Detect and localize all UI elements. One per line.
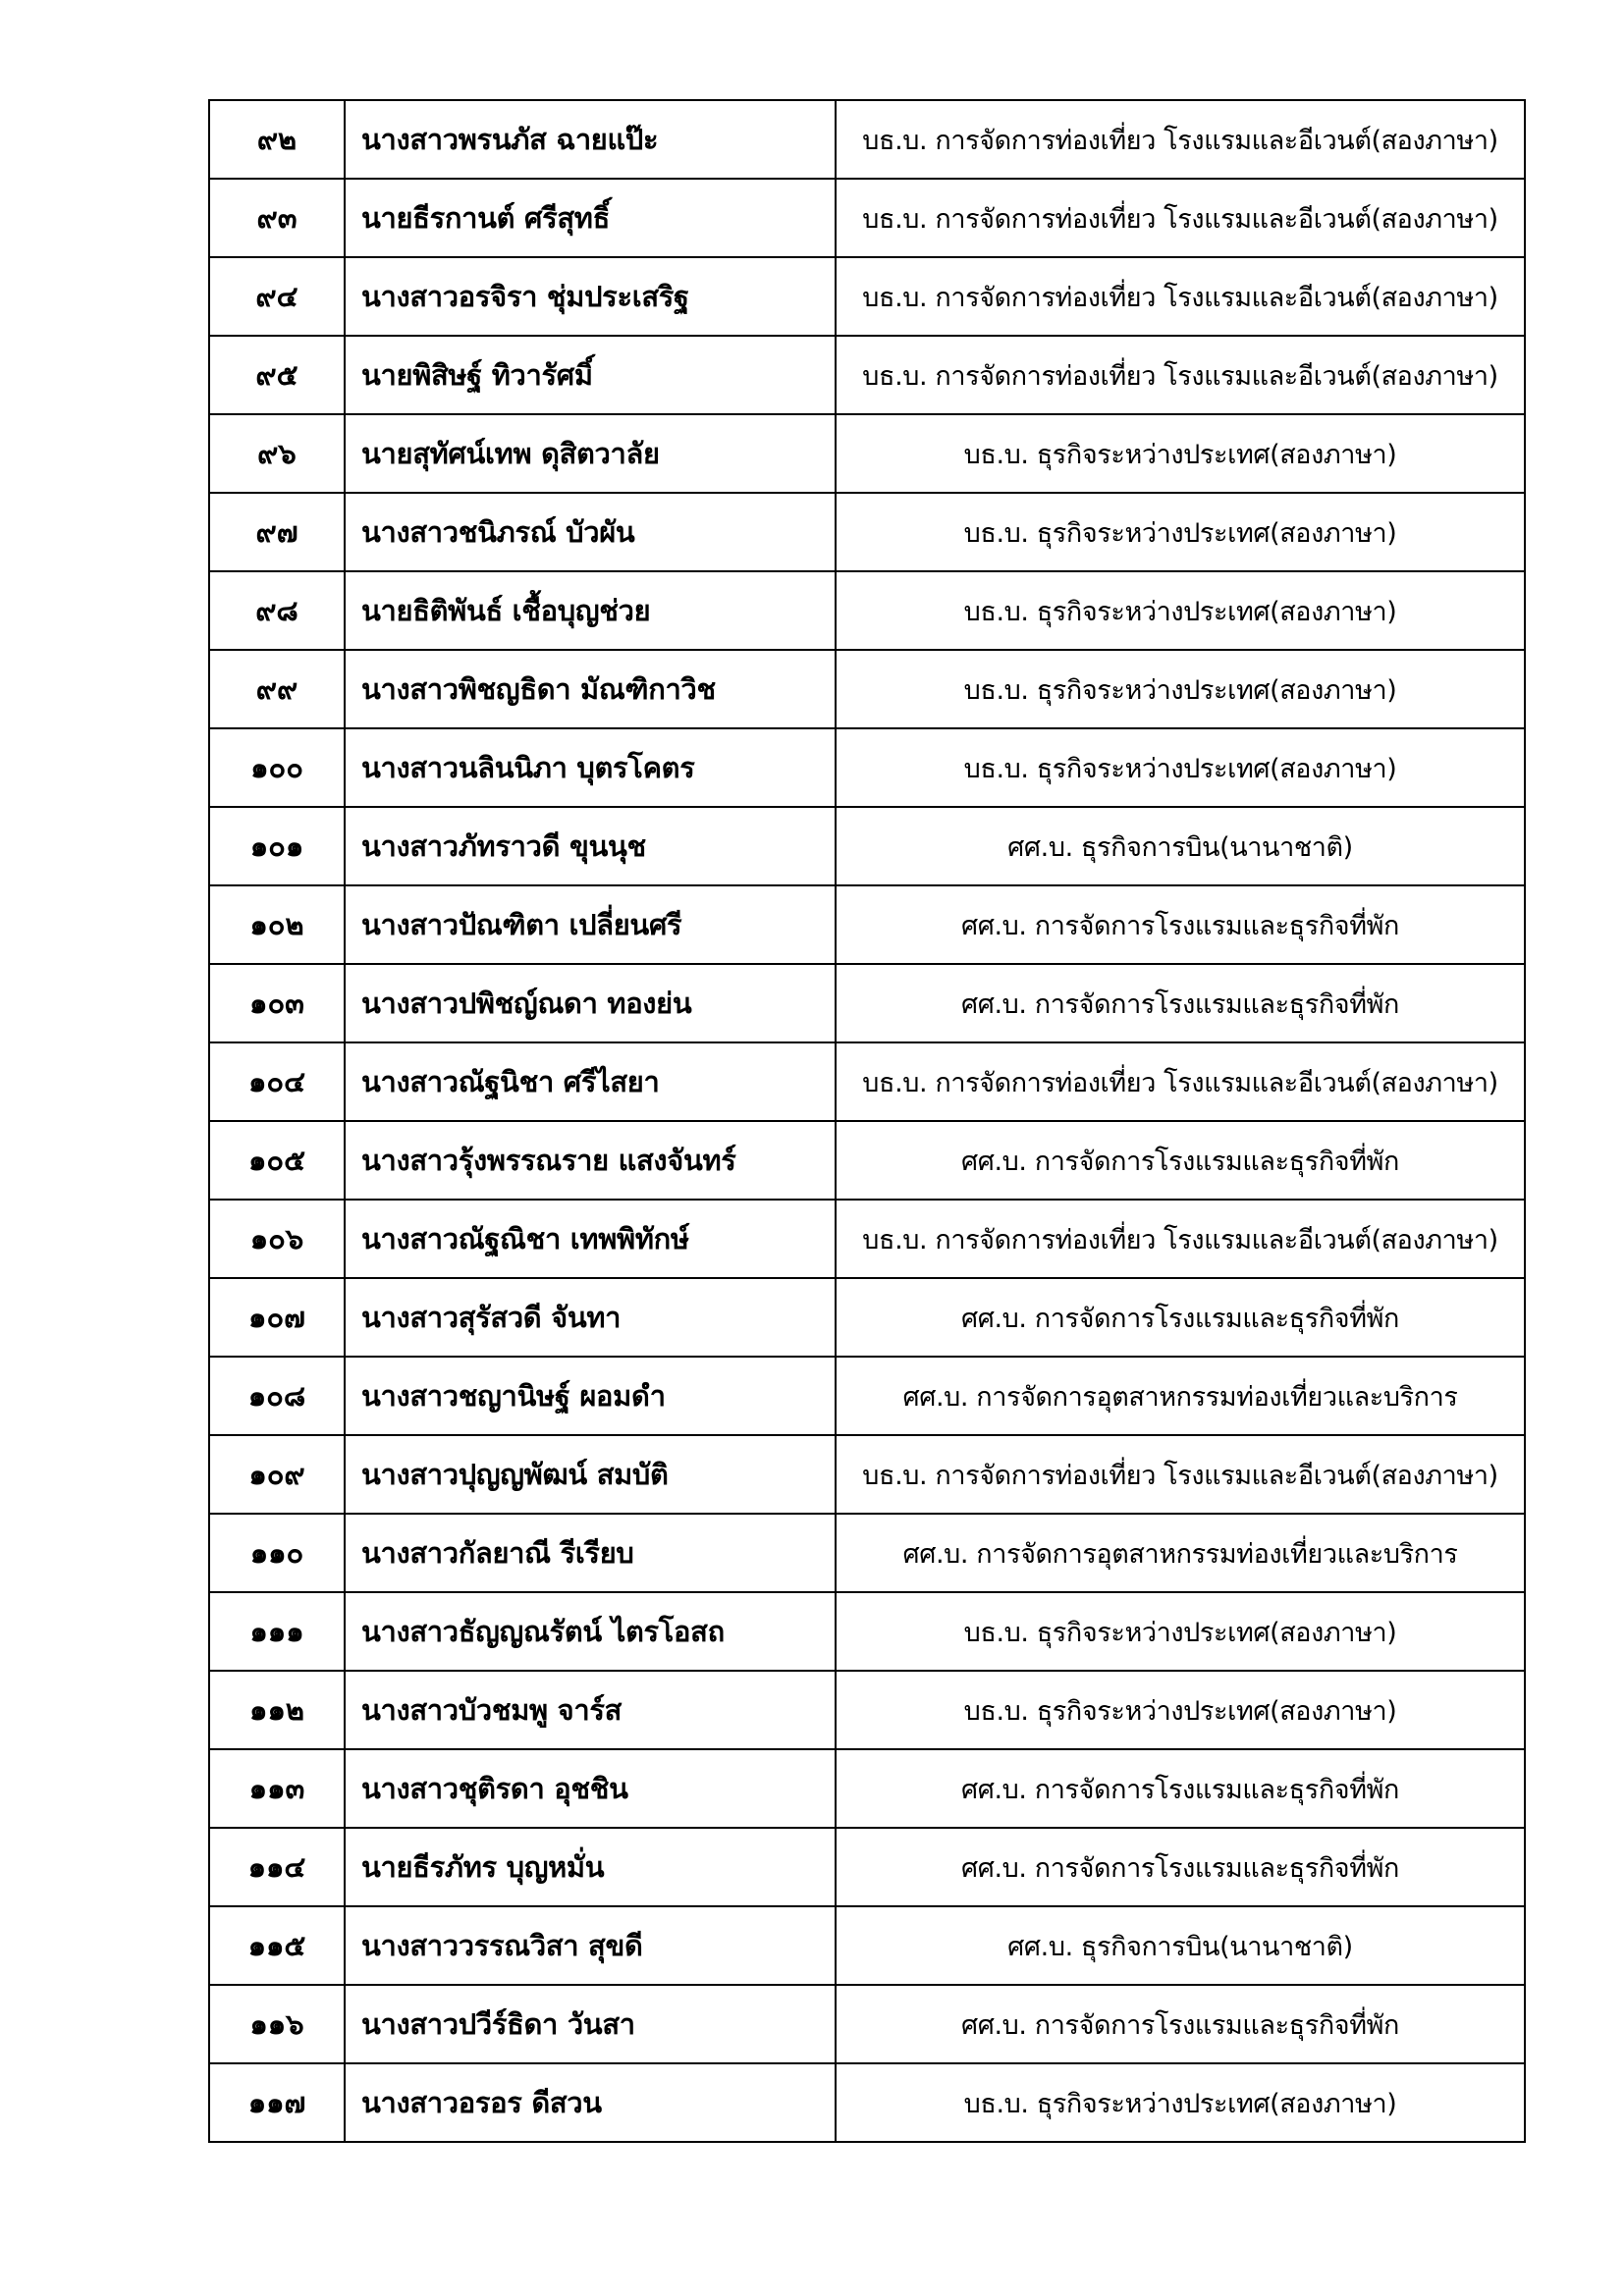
program-name: บธ.บ. การจัดการท่องเที่ยว โรงแรมและอีเวนต์(สองภาษา) [836,1042,1525,1121]
row-number: ๙๓ [209,179,345,257]
table-row [209,807,1525,885]
table-row [209,1121,1525,1200]
program-name: บธ.บ. การจัดการท่องเที่ยว โรงแรมและอีเวนต์(สองภาษา) [836,336,1525,414]
table-row [209,964,1525,1042]
program-name: ศศ.บ. การจัดการโรงแรมและธุรกิจที่พัก [836,1985,1525,2063]
table-row [209,414,1525,493]
table-row [209,1435,1525,1514]
student-name: นางสาวอรจิรา ชุ่มประเสริฐ [345,257,836,336]
row-number: ๑๑๗ [209,2063,345,2142]
row-number: ๑๐๔ [209,1042,345,1121]
program-name: บธ.บ. การจัดการท่องเที่ยว โรงแรมและอีเวนต์(สองภาษา) [836,1200,1525,1278]
student-name: นางสาวสุรัสวดี จันทา [345,1278,836,1357]
student-name: นางสาวปัณฑิตา เปลี่ยนศรี [345,885,836,964]
program-name: บธ.บ. ธุรกิจระหว่างประเทศ(สองภาษา) [836,414,1525,493]
row-number: ๑๐๙ [209,1435,345,1514]
table-row [209,1200,1525,1278]
row-number: ๑๐๕ [209,1121,345,1200]
row-number: ๑๑๖ [209,1985,345,2063]
program-name: ศศ.บ. ธุรกิจการบิน(นานาชาติ) [836,807,1525,885]
student-name: นางสาวณัฐณิชา เทพพิทักษ์ [345,1200,836,1278]
student-name: นายธีรภัทร บุญหมั่น [345,1828,836,1906]
row-number: ๑๑๐ [209,1514,345,1592]
program-name: บธ.บ. ธุรกิจระหว่างประเทศ(สองภาษา) [836,493,1525,571]
row-number: ๑๐๖ [209,1200,345,1278]
table-row [209,1906,1525,1985]
row-number: ๑๐๘ [209,1357,345,1435]
row-number: ๙๙ [209,650,345,728]
table-row [209,1749,1525,1828]
student-name: นายธิติพันธ์ เชื้อบุญช่วย [345,571,836,650]
table-row [209,650,1525,728]
table-row [209,1828,1525,1906]
program-name: ศศ.บ. การจัดการอุตสาหกรรมท่องเที่ยวและบริการ [836,1357,1525,1435]
table-row [209,179,1525,257]
row-number: ๙๔ [209,257,345,336]
program-name: บธ.บ. ธุรกิจระหว่างประเทศ(สองภาษา) [836,2063,1525,2142]
student-name: นางสาววรรณวิสา สุขดี [345,1906,836,1985]
student-name: นางสาวชญานิษฐ์ ผอมดำ [345,1357,836,1435]
program-name: ศศ.บ. การจัดการอุตสาหกรรมท่องเที่ยวและบริการ [836,1514,1525,1592]
program-name: ศศ.บ. การจัดการโรงแรมและธุรกิจที่พัก [836,1121,1525,1200]
program-name: ศศ.บ. การจัดการโรงแรมและธุรกิจที่พัก [836,1749,1525,1828]
student-name: นางสาวปวีร์ธิดา วันสา [345,1985,836,2063]
table-row [209,1514,1525,1592]
row-number: ๑๐๑ [209,807,345,885]
row-number: ๑๑๒ [209,1671,345,1749]
table-row [209,728,1525,807]
row-number: ๑๐๒ [209,885,345,964]
program-name: ศศ.บ. การจัดการโรงแรมและธุรกิจที่พัก [836,1828,1525,1906]
table-row [209,336,1525,414]
row-number: ๑๑๔ [209,1828,345,1906]
student-name: นายธีรกานต์ ศรีสุทธิ์ [345,179,836,257]
student-name: นางสาวปพิชญ์ณดา ทองย่น [345,964,836,1042]
row-number: ๙๕ [209,336,345,414]
row-number: ๑๐๐ [209,728,345,807]
table-row [209,1042,1525,1121]
program-name: บธ.บ. การจัดการท่องเที่ยว โรงแรมและอีเวนต์(สองภาษา) [836,179,1525,257]
program-name: ศศ.บ. การจัดการโรงแรมและธุรกิจที่พัก [836,885,1525,964]
table-row [209,1671,1525,1749]
program-name: บธ.บ. ธุรกิจระหว่างประเทศ(สองภาษา) [836,571,1525,650]
program-name: บธ.บ. การจัดการท่องเที่ยว โรงแรมและอีเวนต์(สองภาษา) [836,257,1525,336]
student-name: นายสุทัศน์เทพ ดุสิตวาลัย [345,414,836,493]
student-name: นางสาวนลินนิภา บุตรโคตร [345,728,836,807]
row-number: ๙๖ [209,414,345,493]
row-number: ๑๐๓ [209,964,345,1042]
table-row [209,571,1525,650]
program-name: ศศ.บ. ธุรกิจการบิน(นานาชาติ) [836,1906,1525,1985]
table-row [209,1357,1525,1435]
table-row [209,493,1525,571]
student-name: นางสาวชุติรดา อุชชิน [345,1749,836,1828]
program-name: บธ.บ. ธุรกิจระหว่างประเทศ(สองภาษา) [836,1671,1525,1749]
row-number: ๑๑๓ [209,1749,345,1828]
row-number: ๑๐๗ [209,1278,345,1357]
row-number: ๙๘ [209,571,345,650]
program-name: ศศ.บ. การจัดการโรงแรมและธุรกิจที่พัก [836,964,1525,1042]
row-number: ๙๗ [209,493,345,571]
student-name: นางสาวธัญญณรัตน์ ไตรโอสถ [345,1592,836,1671]
student-name: นายพิสิษฐ์ ทิวารัศมิ์ [345,336,836,414]
student-name: นางสาวภัทราวดี ขุนนุช [345,807,836,885]
row-number: ๑๑๑ [209,1592,345,1671]
program-name: ศศ.บ. การจัดการโรงแรมและธุรกิจที่พัก [836,1278,1525,1357]
table-body [209,100,1525,2142]
student-name: นางสาวบัวชมพู จาร์ส [345,1671,836,1749]
program-name: บธ.บ. การจัดการท่องเที่ยว โรงแรมและอีเวนต์(สองภาษา) [836,100,1525,179]
student-name: นางสาวชนิภรณ์ บัวผัน [345,493,836,571]
table-row [209,1592,1525,1671]
row-number: ๑๑๕ [209,1906,345,1985]
table-row [209,1278,1525,1357]
table-row [209,2063,1525,2142]
student-list-table [208,99,1526,2143]
program-name: บธ.บ. ธุรกิจระหว่างประเทศ(สองภาษา) [836,1592,1525,1671]
student-name: นางสาวปุญญพัฒน์ สมบัติ [345,1435,836,1514]
program-name: บธ.บ. ธุรกิจระหว่างประเทศ(สองภาษา) [836,650,1525,728]
program-name: บธ.บ. ธุรกิจระหว่างประเทศ(สองภาษา) [836,728,1525,807]
student-name: นางสาวอรอร ดีสวน [345,2063,836,2142]
student-name: นางสาวณัฐนิชา ศรีไสยา [345,1042,836,1121]
table-row [209,1985,1525,2063]
student-name: นางสาวพิชญธิดา มัณฑิกาวิช [345,650,836,728]
student-name: นางสาวรุ้งพรรณราย แสงจันทร์ [345,1121,836,1200]
table-row [209,885,1525,964]
row-number: ๙๒ [209,100,345,179]
student-name: นางสาวกัลยาณี รีเรียบ [345,1514,836,1592]
table-row [209,100,1525,179]
table-row [209,257,1525,336]
program-name: บธ.บ. การจัดการท่องเที่ยว โรงแรมและอีเวนต์(สองภาษา) [836,1435,1525,1514]
student-name: นางสาวพรนภัส ฉายแป๊ะ [345,100,836,179]
